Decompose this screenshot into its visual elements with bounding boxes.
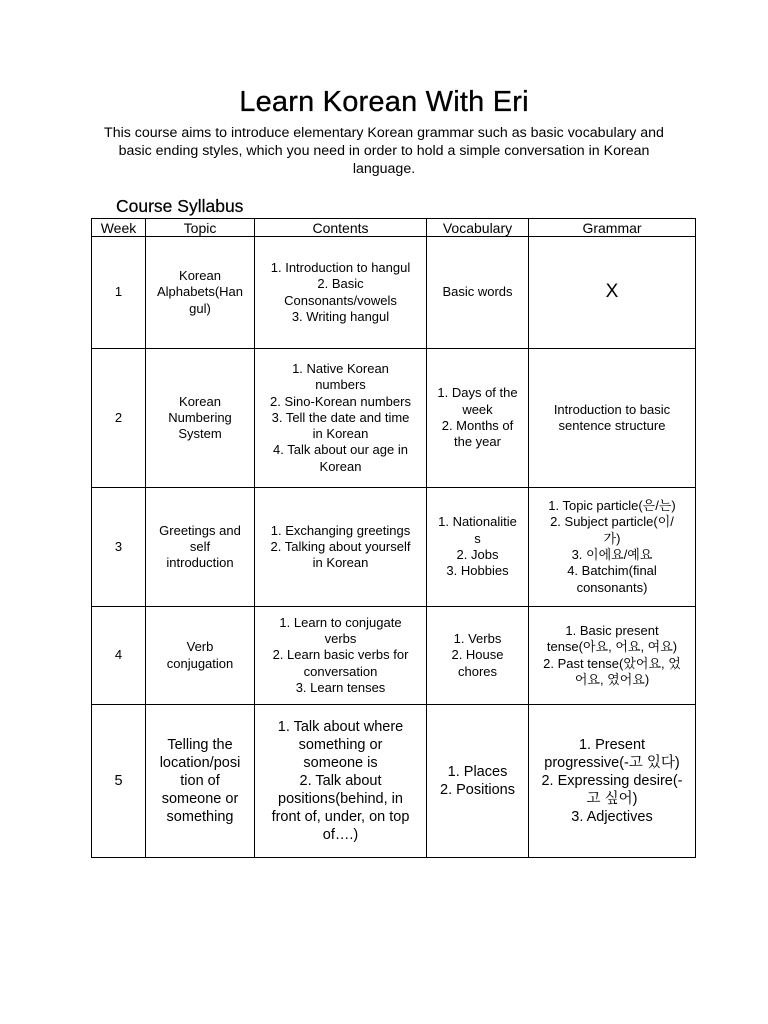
topic-cell: Greetings and self introduction (146, 488, 255, 607)
document-title: Learn Korean With Eri (239, 86, 529, 118)
topic-cell: Korean Alphabets(Han gul) (146, 237, 255, 349)
table-row (92, 488, 696, 607)
table-header-row (92, 219, 696, 237)
header-topic: Topic (146, 219, 255, 237)
header-week: Week (92, 219, 146, 237)
week-cell: 4 (92, 607, 146, 705)
week-cell: 3 (92, 488, 146, 607)
topic-cell: Korean Numbering System (146, 349, 255, 488)
table-row (92, 705, 696, 858)
week-cell: 2 (92, 349, 146, 488)
vocabulary-cell: 1. Verbs 2. House chores (427, 607, 529, 705)
grammar-cell: 1. Topic particle(은/는) 2. Subject particle(이/ 가) 3. 이에요/예요 4. Batchim(final consonants) (529, 488, 696, 607)
header-contents: Contents (255, 219, 427, 237)
header-vocabulary: Vocabulary (427, 219, 529, 237)
grammar-cell: 1. Present progressive(-고 있다) 2. Expressing desire(- 고 싶어) 3. Adjectives (529, 705, 696, 858)
contents-cell: 1. Talk about where something or someone is 2. Talk about positions(behind, in front of, under, on top of….) (255, 705, 427, 858)
week-cell: 1 (92, 237, 146, 349)
contents-cell: 1. Learn to conjugate verbs 2. Learn basic verbs for conversation 3. Learn tenses (255, 607, 427, 705)
week-cell: 5 (92, 705, 146, 858)
grammar-cell: 1. Basic present tense(아요, 어요, 여요) 2. Past tense(았어요, 었 어요, 였어요) (529, 607, 696, 705)
section-heading: Course Syllabus (116, 196, 244, 216)
table-row (92, 607, 696, 705)
grammar-cell: X (529, 237, 696, 349)
syllabus-table (91, 218, 696, 858)
topic-cell: Verb conjugation (146, 607, 255, 705)
contents-cell: 1. Exchanging greetings 2. Talking about yourself in Korean (255, 488, 427, 607)
vocabulary-cell: 1. Days of the week 2. Months of the year (427, 349, 529, 488)
grammar-cell: Introduction to basic sentence structure (529, 349, 696, 488)
topic-cell: Telling the location/posi tion of someone or something (146, 705, 255, 858)
contents-cell: 1. Native Korean numbers 2. Sino-Korean numbers 3. Tell the date and time in Korean 4. Talk about our age in Korean (255, 349, 427, 488)
vocabulary-cell: 1. Nationalitie s 2. Jobs 3. Hobbies (427, 488, 529, 607)
course-description: This course aims to introduce elementary Korean grammar such as basic vocabulary and basic ending styles, which you need in order to hold a simple conversation in Korean language. (104, 125, 664, 177)
vocabulary-cell: 1. Places 2. Positions (427, 705, 529, 858)
vocabulary-cell: Basic words (427, 237, 529, 349)
contents-cell: 1. Introduction to hangul 2. Basic Consonants/vowels 3. Writing hangul (255, 237, 427, 349)
table-row (92, 237, 696, 349)
header-grammar: Grammar (529, 219, 696, 237)
table-row (92, 349, 696, 488)
